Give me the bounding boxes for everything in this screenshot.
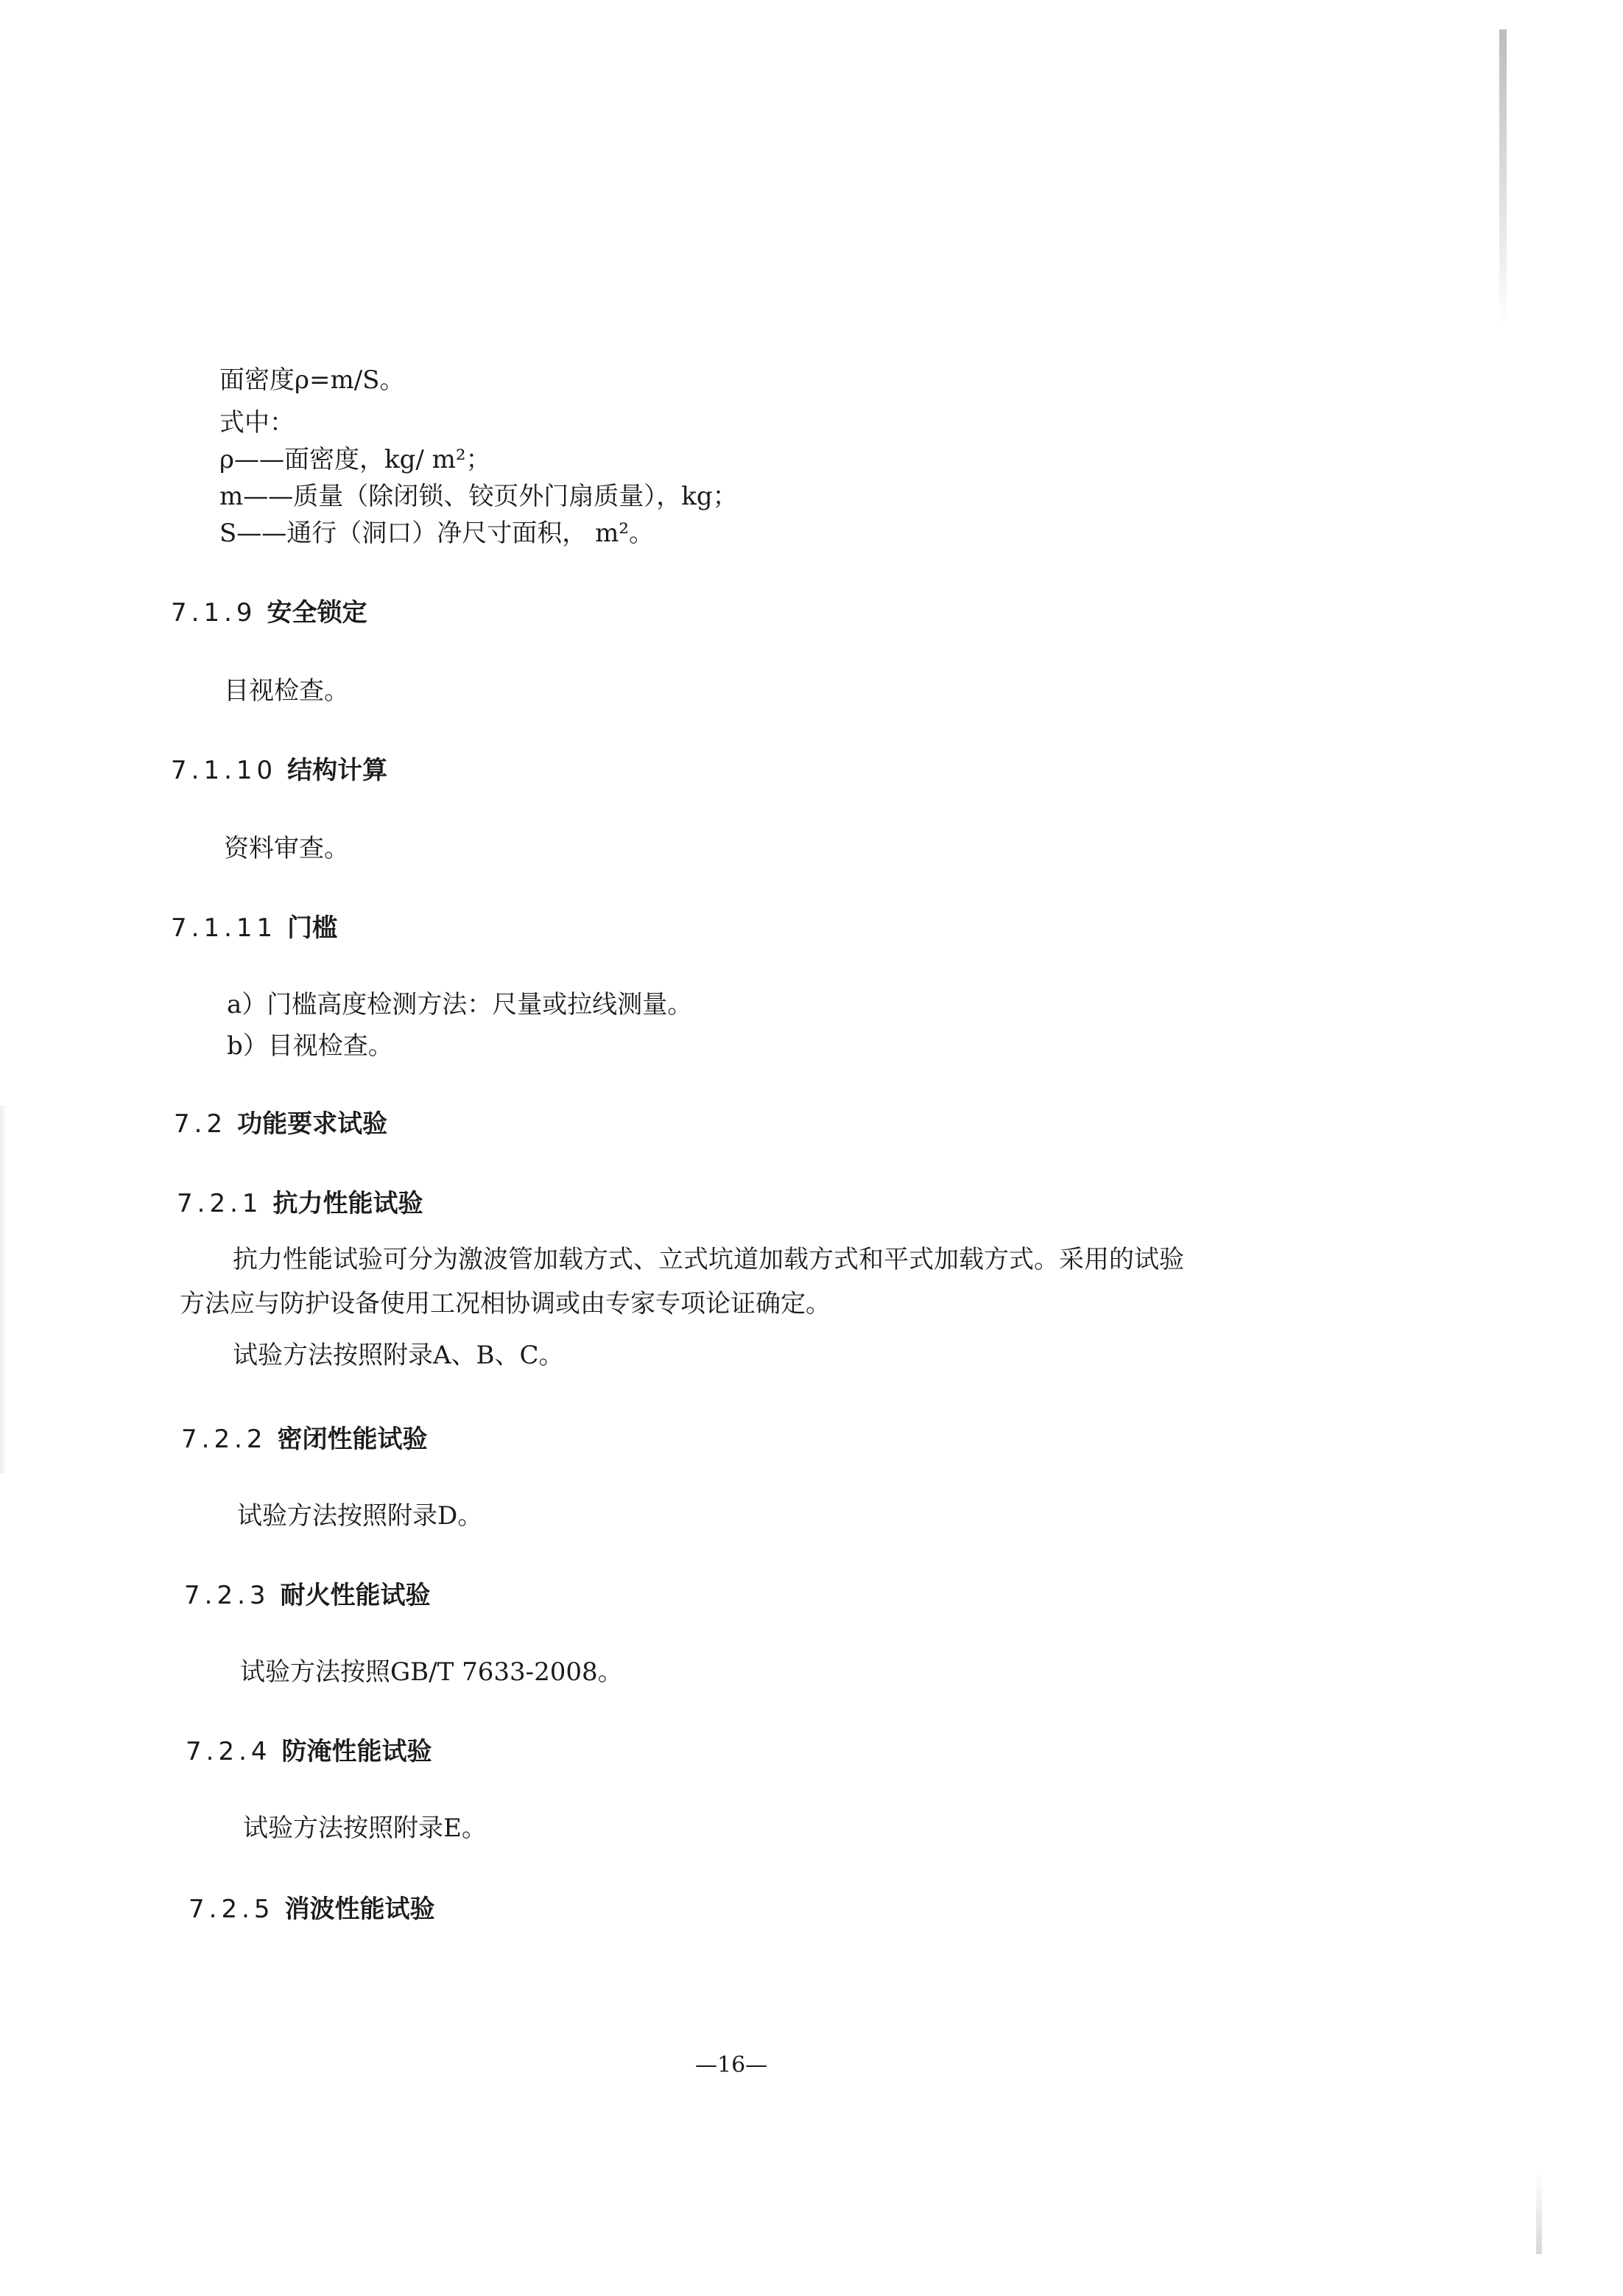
section-number: 7.2.4 bbox=[186, 1737, 272, 1766]
section-title: 密闭性能试验 bbox=[277, 1425, 428, 1454]
section-number: 7.1.11 bbox=[171, 913, 278, 943]
section-number: 7.2 bbox=[174, 1109, 228, 1139]
section-heading-7-1-11 bbox=[171, 913, 337, 943]
section-title: 防淹性能试验 bbox=[281, 1737, 432, 1766]
section-number: 7.1.9 bbox=[171, 598, 257, 628]
section-heading-7-2-3 bbox=[184, 1581, 431, 1610]
section-heading-7-2-2 bbox=[181, 1425, 428, 1454]
section-body-7-2-2: 试验方法按照附录D。 bbox=[237, 1501, 483, 1531]
section-number: 7.2.2 bbox=[181, 1425, 267, 1454]
section-body-7-2-4: 试验方法按照附录E。 bbox=[243, 1814, 487, 1843]
list-item-a: a）门槛高度检测方法：尺量或拉线测量。 bbox=[227, 990, 693, 1019]
section-heading-7-1-9 bbox=[171, 598, 367, 628]
section-title: 安全锁定 bbox=[267, 598, 367, 628]
section-title: 门槛 bbox=[287, 913, 338, 943]
formula-s: S——通行（洞口）净尺寸面积， m²。 bbox=[219, 519, 654, 548]
section-title: 结构计算 bbox=[287, 756, 388, 785]
section-heading-7-2-4 bbox=[186, 1737, 432, 1766]
section-title: 功能要求试验 bbox=[237, 1109, 388, 1139]
section-number: 7.1.10 bbox=[171, 756, 278, 785]
paragraph-line: 试验方法按照附录A、B、C。 bbox=[233, 1341, 564, 1370]
formula-where: 式中： bbox=[219, 408, 295, 438]
section-heading-7-2 bbox=[174, 1109, 387, 1139]
section-body-7-1-9: 目视检查。 bbox=[224, 676, 349, 706]
scan-edge-mark-bottom bbox=[1536, 2173, 1542, 2254]
section-heading-7-1-10 bbox=[171, 756, 387, 785]
section-body-7-1-10: 资料审查。 bbox=[224, 834, 349, 863]
section-body-7-2-3: 试验方法按照GB/T 7633-2008。 bbox=[240, 1657, 623, 1687]
section-title: 抗力性能试验 bbox=[272, 1189, 423, 1218]
section-number: 7.2.1 bbox=[177, 1189, 263, 1218]
scan-shadow bbox=[0, 1105, 7, 1473]
list-item-b: b）目视检查。 bbox=[227, 1031, 393, 1061]
formula-rho: ρ——面密度，kg/ m²； bbox=[219, 445, 491, 474]
scan-edge-mark bbox=[1499, 29, 1507, 324]
section-title: 耐火性能试验 bbox=[280, 1581, 431, 1610]
paragraph-line: 方法应与防护设备使用工况相协调或由专家专项论证确定。 bbox=[180, 1289, 831, 1319]
section-title: 消波性能试验 bbox=[284, 1895, 435, 1924]
formula-m: m——质量（除闭锁、铰页外门扇质量），kg； bbox=[219, 482, 738, 511]
section-heading-7-2-5 bbox=[189, 1895, 435, 1924]
paragraph-line: 抗力性能试验可分为激波管加载方式、立式坑道加载方式和平式加载方式。采用的试验 bbox=[233, 1245, 1184, 1274]
page-number: —16— bbox=[695, 2052, 768, 2078]
section-number: 7.2.3 bbox=[184, 1581, 270, 1610]
section-heading-7-2-1 bbox=[177, 1189, 423, 1218]
section-number: 7.2.5 bbox=[189, 1895, 275, 1924]
formula-definition: 面密度ρ=m/S。 bbox=[219, 365, 405, 395]
